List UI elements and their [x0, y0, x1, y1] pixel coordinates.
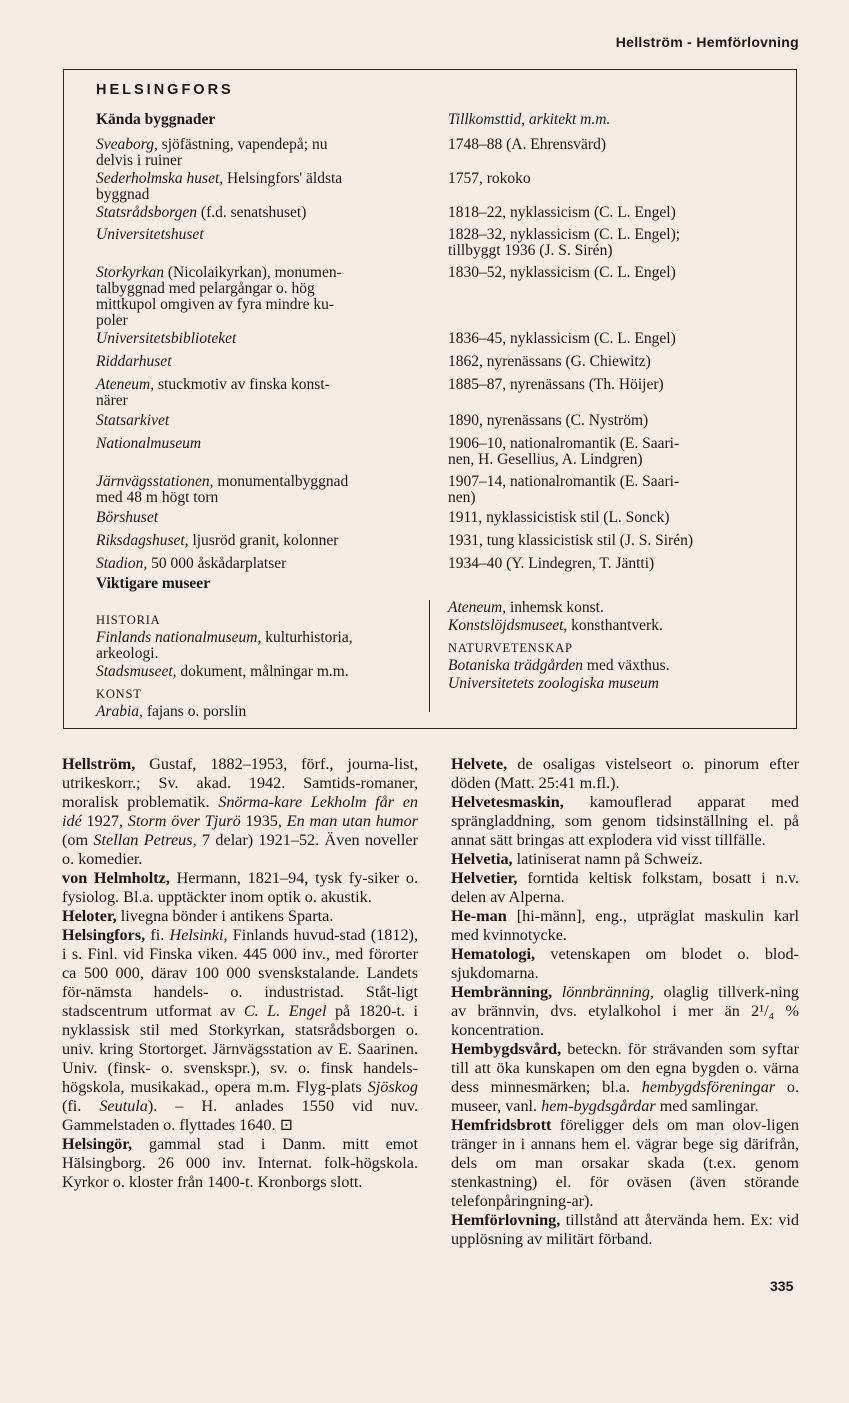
buildings-column	[96, 112, 414, 578]
museums-left	[96, 606, 416, 722]
dictionary-entry: Helsingfors, fi. Helsinki, Finlands huvud-stad (1812), i s. Finl. vid Finska viken. 445 000 inv., med förorter ca 500 000, därav 100 000 svenskstalande. Landets för-nämsta handels- o. industristad. Ståt-ligt stadscentrum utformat av C. L. Engel på 1820-t. i nyklassisk stil med Storkyrkan, statsrådsborgen o. univ. kring Stortorget. Järnvägsstation av E. Saarinen. Univ. (finsk- o. svenskspr.), sv. o. finsk handels-högskola, musikakad., opera m.m. Flyg-plats Sjöskog (fi. Seutula). – H. anlades 1550 vid nuv. Gammelstaden o. flyttades 1640. ⊡	[62, 926, 418, 1134]
dictionary-entry: Hemförlovning, tillstånd att återvända hem. Ex: vid upplösning av militärt förband.	[451, 1211, 799, 1248]
period-heading: Tillkomsttid, arkitekt m.m.	[448, 111, 611, 128]
right-dictionary-column	[451, 755, 799, 1249]
building-name-row: Universitetsbiblioteket	[96, 330, 237, 347]
dictionary-entry: von Helmholtz, Hermann, 1821–94, tysk fy-siker o. fysiolog. Bl.a. upptäckter inom optik o. akustik.	[62, 869, 418, 906]
building-name-row: Börshuset	[96, 509, 158, 526]
building-name-row: Storkyrkan (Nicolaikyrkan), monumen- talbyggnad med pelargångar o. hög mittkupol omgiven av fyra mindre ku- poler	[96, 264, 342, 329]
dictionary-entry: Hematologi, vetenskapen om blodet o. blod-sjukdomarna.	[451, 945, 799, 982]
dictionary-entry: Hellström, Gustaf, 1882–1953, förf., journa-list, utrikeskorr.; Sv. akad. 1942. Samtids-romaner, moralisk problematik. Snörma-kare Lekholm får en idé 1927, Storm över Tjurö 1935, En man utan humor (om Stellan Petreus, 7 delar) 1921–52. Även noveller o. komedier.	[62, 755, 418, 868]
museum-item: Finlands nationalmuseum, kulturhistoria, arkeologi.	[96, 629, 353, 662]
museum-item: Ateneum, inhemsk konst.	[448, 599, 604, 616]
building-period-row: 1890, nyrenässans (C. Nyström)	[448, 412, 649, 429]
dictionary-entry: Heloter, livegna bönder i antikens Sparta.	[62, 907, 334, 925]
museum-item: Konstslöjdsmuseet, konsthantverk.	[448, 617, 663, 634]
building-period-row: 1748–88 (A. Ehrensvärd)	[448, 136, 606, 153]
buildings-heading: Kända byggnader	[96, 111, 216, 128]
building-period-row: 1934–40 (Y. Lindegren, T. Jäntti)	[448, 555, 655, 572]
museums-right	[448, 600, 768, 694]
museum-category: HISTORIA	[96, 613, 161, 627]
building-period-row: 1906–10, nationalromantik (E. Saari- nen, H. Gesellius, A. Lindgren)	[448, 435, 680, 468]
page-number: 335	[770, 1278, 794, 1294]
building-period-row: 1862, nyrenässans (G. Chiewitz)	[448, 353, 651, 370]
museums-divider	[429, 600, 430, 712]
left-dictionary-column	[62, 755, 418, 1192]
museums-heading: Viktigare museer	[96, 575, 211, 592]
museum-item: Stadsmuseet, dokument, målningar m.m.	[96, 663, 349, 680]
building-name-row: Nationalmuseum	[96, 435, 202, 452]
building-period-row: 1885–87, nyrenässans (Th. Höijer)	[448, 376, 664, 393]
dictionary-entry: Helvete, de osaligas vistelseort o. pinorum efter döden (Matt. 25:41 m.fl.).	[451, 755, 799, 792]
dictionary-entry: Helsingör, gammal stad i Danm. mitt emot Hälsingborg. 26 000 inv. Internat. folk-högskola. Kyrkor o. kloster från 1400-t. Kronborgs slott.	[62, 1135, 418, 1191]
building-name-row: Riksdagshuset, ljusröd granit, kolonner	[96, 532, 339, 549]
museum-category: KONST	[96, 687, 142, 701]
building-name-row: Sederholmska huset, Helsingfors' äldsta byggnad	[96, 170, 343, 203]
building-period-row: 1836–45, nyklassicism (C. L. Engel)	[448, 330, 676, 347]
museum-item: Arabia, fajans o. porslin	[96, 703, 247, 720]
building-period-row: 1828–32, nyklassicism (C. L. Engel); tillbyggt 1936 (J. S. Sirén)	[448, 226, 681, 259]
dictionary-entry: Helvetesmaskin, kamouflerad apparat med sprängladdning, som genom tidsinställning el. på annat sätt bringas att explodera vid visst tillfälle.	[451, 793, 799, 849]
museum-category: NATURVETENSKAP	[448, 641, 573, 655]
museum-item: Botaniska trädgården med växthus.	[448, 657, 670, 674]
building-name-row: Ateneum, stuckmotiv av finska konst- närer	[96, 376, 330, 409]
museum-item: Universitetets zoologiska museum	[448, 675, 659, 692]
dictionary-entry: Hembränning, lönnbränning, olaglig tillverk-ning av brännvin, dvs. etylalkohol i mer än 2¹/₄ % koncentration.	[451, 983, 799, 1039]
building-name-row: Stadion, 50 000 åskådarplatser	[96, 555, 287, 572]
dictionary-entry: He-man [hi-männ], eng., utpräglat maskulin karl med kvinnotycke.	[451, 907, 799, 944]
helsingfors-info-box	[63, 69, 797, 729]
building-name-row: Statsarkivet	[96, 412, 170, 429]
building-period-row: 1830–52, nyklassicism (C. L. Engel)	[448, 264, 676, 281]
building-name-row: Statsrådsborgen (f.d. senatshuset)	[96, 204, 307, 221]
box-title: HELSINGFORS	[96, 82, 234, 98]
period-column	[448, 112, 768, 578]
building-period-row: 1931, tung klassicistisk stil (J. S. Sirén)	[448, 532, 693, 549]
dictionary-entry: Helvetier, forntida keltisk folkstam, bosatt i n.v. delen av Alperna.	[451, 869, 799, 906]
dictionary-entry: Hemfridsbrott föreligger dels om man olov-ligen tränger in i annans hem el. vägrar bege sig därifrån, dels om man orsakar skada (t.ex. genom stenkastning) el. för oväsen (även störande telefonpåringning-ar).	[451, 1116, 799, 1210]
building-name-row: Sveaborg, sjöfästning, vapendepå; nu delvis i ruiner	[96, 136, 328, 169]
dictionary-entry: Helvetia, latiniserat namn på Schweiz.	[451, 850, 703, 868]
building-period-row: 1818–22, nyklassicism (C. L. Engel)	[448, 204, 676, 221]
building-name-row: Riddarhuset	[96, 353, 172, 370]
building-period-row: 1907–14, nationalromantik (E. Saari- nen)	[448, 473, 680, 506]
dictionary-entry: Hembygdsvård, beteckn. för strävanden som syftar till att öka kunskapen om den egna bygden o. värna dess minnesmärken; bl.a. hembygdsföreningar o. museer, vanl. hem-bygdsgårdar med samlingar.	[451, 1040, 800, 1115]
building-name-row: Järnvägsstationen, monumentalbyggnad med 48 m högt torn	[96, 473, 349, 506]
building-period-row: 1757, rokoko	[448, 170, 531, 187]
building-name-row: Universitetshuset	[96, 226, 204, 243]
building-period-row: 1911, nyklassicistisk stil (L. Sonck)	[448, 509, 670, 526]
running-header: Hellström - Hemförlovning	[615, 34, 799, 50]
